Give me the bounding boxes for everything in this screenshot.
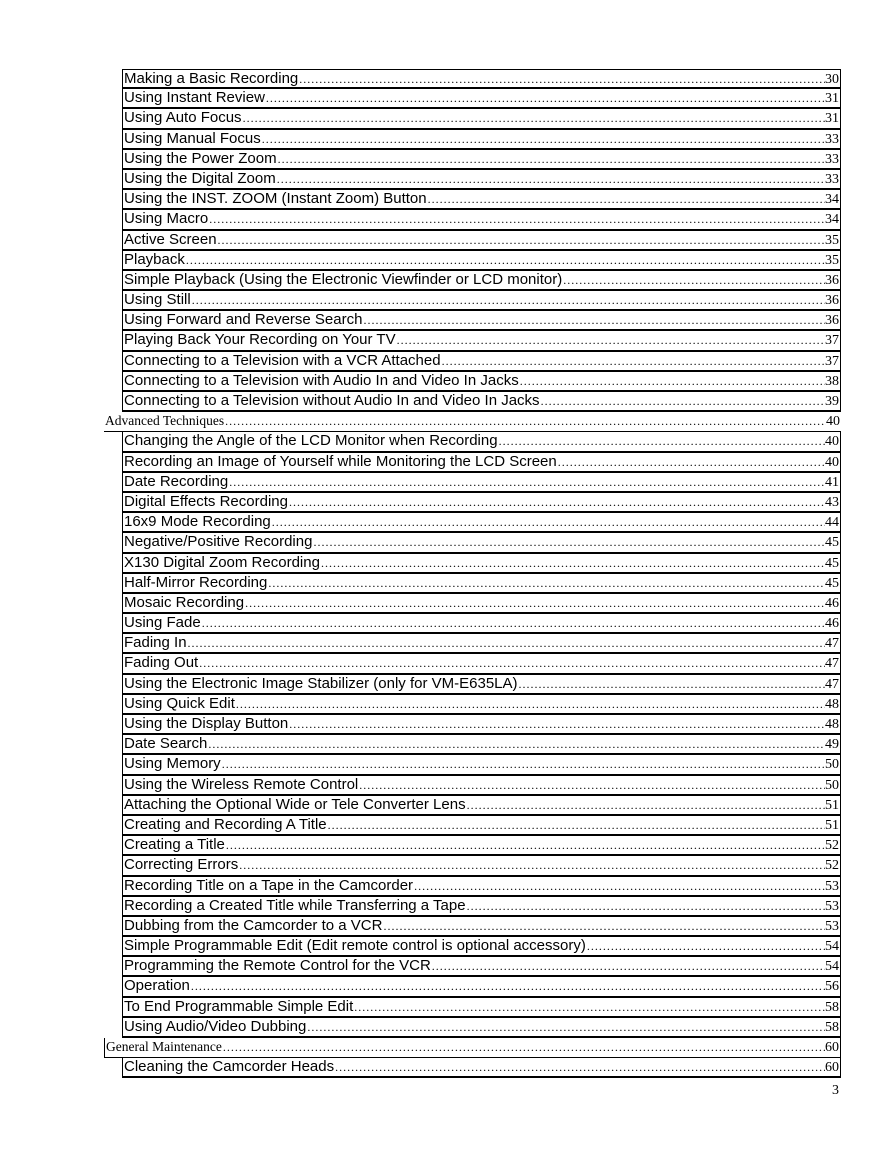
toc-entry-title: Recording Title on a Tape in the Camcorder [124,876,414,894]
toc-entry-title: Mosaic Recording [124,593,245,611]
toc-entry-page: 54 [825,959,839,975]
toc-entry-title: Negative/Positive Recording [124,533,313,551]
toc-entry-page: 52 [825,838,839,854]
toc-entry [122,190,841,210]
toc-entry [122,89,841,109]
toc-entry-title: To End Programmable Simple Edit [124,997,354,1015]
dot-leader [265,89,825,107]
dot-leader [334,1058,825,1076]
toc-entry-page: 35 [825,252,839,268]
toc-entry [122,271,841,291]
toc-entry-title: Programming the Remote Control for the VCR [124,957,431,975]
toc-entry-title: Date Search [124,735,208,753]
toc-entry [122,594,841,614]
toc-entry-title: Connecting to a Television with Audio In and Video In Jacks [124,371,519,389]
dot-leader [222,1038,825,1056]
dot-leader [185,251,825,269]
toc-entry-title: Creating a Title [124,836,225,854]
toc-entry [122,473,841,493]
toc-entry-page: 54 [825,939,839,955]
toc-entry-page: 53 [825,878,839,894]
toc-entry-page: 60 [825,1040,839,1055]
toc-entry-title: Correcting Errors [124,856,239,874]
dot-leader [288,715,825,733]
toc-entry-page: 31 [825,91,839,107]
dot-leader [382,917,825,935]
dot-leader [221,755,825,773]
toc-entry-title: Playback [124,250,185,268]
toc-entry-page: 47 [825,676,839,692]
toc-entry-page: 47 [825,636,839,652]
toc-entry [122,231,841,251]
toc-entry [122,493,841,513]
toc-entry-title: 16x9 Mode Recording [124,513,271,531]
dot-leader [207,735,825,753]
toc-entry-title: Making a Basic Recording [124,70,299,87]
dot-leader [557,453,825,471]
toc-entry [122,897,841,917]
toc-entry [122,776,841,796]
dot-leader [540,392,825,410]
dot-leader [267,574,825,592]
toc-entry-page: 34 [825,192,839,208]
toc-entry [122,977,841,997]
dot-leader [288,493,825,511]
toc-entry-title: Half-Mirror Recording [124,573,268,591]
toc-entry [122,170,841,190]
toc-entry [122,836,841,856]
toc-entry-page: 37 [825,333,839,349]
toc-entry-title: Using Memory [124,755,221,773]
toc-entry-title: Using Still [124,291,191,309]
dot-leader [261,130,825,148]
toc-entry-page: 44 [825,515,839,531]
toc-entry-title: Using Audio/Video Dubbing [124,1017,307,1035]
toc-entry-title: Using Macro [124,210,209,228]
page-number: 3 [832,1083,839,1098]
dot-leader [198,654,825,672]
toc-entry-title: Using the INST. ZOOM (Instant Zoom) Button [124,190,427,208]
toc-entry-title: Date Recording [124,472,229,490]
toc-entry-page: 60 [825,1060,839,1076]
toc-entry-title: Connecting to a Television without Audio In and Video In Jacks [124,392,540,409]
toc-entry-page: 50 [825,777,839,793]
toc-entry [122,533,841,553]
toc-entry-title: Recording an Image of Yourself while Monitoring the LCD Screen [124,452,557,470]
toc-entry-page: 40 [825,434,839,450]
toc-entry [122,311,841,331]
dot-leader [217,231,825,249]
dot-leader [518,675,825,693]
toc-entry [122,654,841,674]
dot-leader [190,977,825,995]
toc-entry-page: 33 [825,171,839,187]
toc-entry-page: 36 [825,272,839,288]
toc-entry [122,291,841,311]
toc-entry-page: 58 [825,1019,839,1035]
toc-entry-title: Simple Programmable Edit (Edit remote control is optional accessory) [124,937,586,955]
dot-leader [431,957,825,975]
toc-entry-title: Connecting to a Television with a VCR Attached [124,351,441,369]
toc-entry-title: General Maintenance [106,1039,222,1054]
dot-leader [201,614,825,632]
toc-entry [122,331,841,351]
toc-entry-page: 30 [825,72,839,87]
toc-entry-page: 46 [825,595,839,611]
dot-leader [208,210,825,228]
dot-leader [562,271,825,289]
dot-leader [298,70,825,88]
toc-entry-page: 36 [825,313,839,329]
toc-entry-page: 52 [825,858,839,874]
toc-entry-page: 47 [825,656,839,672]
dot-leader [320,554,825,572]
toc-entry-title: Using the Wireless Remote Control [124,775,359,793]
toc-entry-title: Cleaning the Camcorder Heads [124,1058,335,1076]
toc-entry [122,877,841,897]
toc-entry [122,210,841,230]
dot-leader [327,816,825,834]
toc-entry-page: 40 [826,414,840,430]
dot-leader [312,533,825,551]
toc-entry-page: 48 [825,717,839,732]
toc-entry-page: 45 [825,575,839,591]
dot-leader [225,836,825,854]
toc-entry [122,634,841,654]
toc-entry [122,1018,841,1038]
toc-entry-page: 56 [825,979,839,995]
toc-entry-title: Using Fade [124,614,201,632]
toc-entry-page: 49 [825,737,839,753]
toc-entry-title: Active Screen [124,230,217,248]
toc-entry-title: Playing Back Your Recording on Your TV [124,331,396,349]
toc-entry-title: Using the Electronic Image Stabilizer (only for VM-E635LA) [124,674,518,692]
toc-entry-page: 34 [825,212,839,228]
dot-leader [191,291,825,309]
toc-entry-page: 45 [825,555,839,571]
toc-entry-title: Fading In [124,634,187,652]
toc-entry [122,69,841,89]
toc-entry [122,735,841,755]
toc-entry-title: Operation [124,977,190,995]
dot-leader [466,796,825,814]
toc-entry-title: Using Forward and Reverse Search [124,311,363,329]
toc-entry-page: 53 [825,898,839,914]
toc-entry-title: Using Quick Edit [124,694,235,712]
dot-leader [396,331,825,349]
toc-entry-title: Using the Power Zoom [124,149,277,167]
toc-entry-title: Creating and Recording A Title [124,815,327,833]
toc-entry-page: 35 [825,232,839,248]
toc-entry [122,695,841,715]
toc-entry-page: 51 [825,797,839,813]
toc-entry-page: 46 [825,616,839,632]
toc-entry-page: 40 [825,454,839,470]
toc-section-entry [104,1038,841,1058]
toc-entry-page: 36 [825,293,839,309]
dot-leader [586,937,825,955]
toc-entry [122,755,841,775]
table-of-contents [0,69,893,1078]
toc-entry-page: 51 [825,817,839,833]
toc-entry [122,917,841,937]
dot-leader [362,311,825,329]
toc-entry [122,574,841,594]
dot-leader [187,634,825,652]
dot-leader [224,412,826,430]
toc-entry-page: 38 [825,373,839,389]
toc-entry-title: Advanced Techniques [105,413,225,429]
dot-leader [235,695,825,713]
toc-entry-title: Dubbing from the Camcorder to a VCR [124,916,383,934]
dot-leader [238,856,825,874]
toc-entry-title: Attaching the Optional Wide or Tele Converter Lens [124,795,466,813]
toc-entry-page: 45 [825,535,839,551]
toc-entry-title: Using Instant Review [124,89,265,107]
toc-entry [122,856,841,876]
toc-entry-page: 39 [825,394,839,409]
toc-entry-title: Using the Display Button [124,715,289,732]
toc-entry [122,675,841,695]
toc-entry [122,554,841,574]
toc-entry [122,109,841,129]
toc-entry-page: 43 [825,494,839,510]
toc-entry [122,251,841,271]
toc-entry [122,1058,841,1078]
dot-leader [358,776,825,794]
toc-entry-page: 33 [825,151,839,167]
toc-entry-page: 41 [825,474,839,490]
toc-entry [122,796,841,816]
dot-leader [242,109,825,127]
dot-leader [466,897,825,915]
dot-leader [441,352,825,370]
dot-leader [413,877,825,895]
toc-entry [122,150,841,170]
toc-entry-title: X130 Digital Zoom Recording [124,553,320,571]
toc-entry-title: Simple Playback (Using the Electronic Viewfinder or LCD monitor) [124,270,563,288]
toc-entry-title: Using Manual Focus [124,129,261,147]
dot-leader [244,594,825,612]
toc-entry [122,513,841,533]
toc-entry-page: 58 [825,999,839,1015]
dot-leader [306,1018,825,1036]
toc-entry-title: Changing the Angle of the LCD Monitor when Recording [124,432,498,450]
toc-entry-page: 53 [825,918,839,934]
toc-entry [122,392,841,412]
toc-entry [122,957,841,977]
toc-entry [122,453,841,473]
toc-entry [122,372,841,392]
toc-entry [122,432,841,452]
toc-entry-title: Using Auto Focus [124,109,242,127]
toc-entry [122,816,841,836]
dot-leader [427,190,825,208]
dot-leader [353,998,825,1016]
toc-entry-page: 37 [825,353,839,369]
toc-entry-title: Using the Digital Zoom [124,169,276,187]
dot-leader [228,473,825,491]
dot-leader [276,170,825,188]
toc-entry [122,614,841,634]
dot-leader [271,513,825,531]
toc-entry-title: Digital Effects Recording [124,492,288,510]
toc-entry [122,352,841,372]
toc-entry [122,998,841,1018]
toc-entry [122,937,841,957]
toc-entry-page: 31 [825,111,839,127]
toc-entry-title: Recording a Created Title while Transferring a Tape [124,896,466,914]
toc-section-entry [104,412,841,432]
dot-leader [498,432,825,450]
toc-entry-page: 33 [825,131,839,147]
toc-entry-title: Fading Out [124,654,199,672]
dot-leader [277,150,825,168]
dot-leader [519,372,825,390]
toc-entry [122,130,841,150]
toc-entry [122,715,841,735]
toc-entry-page: 48 [825,696,839,712]
toc-entry-page: 50 [825,757,839,773]
